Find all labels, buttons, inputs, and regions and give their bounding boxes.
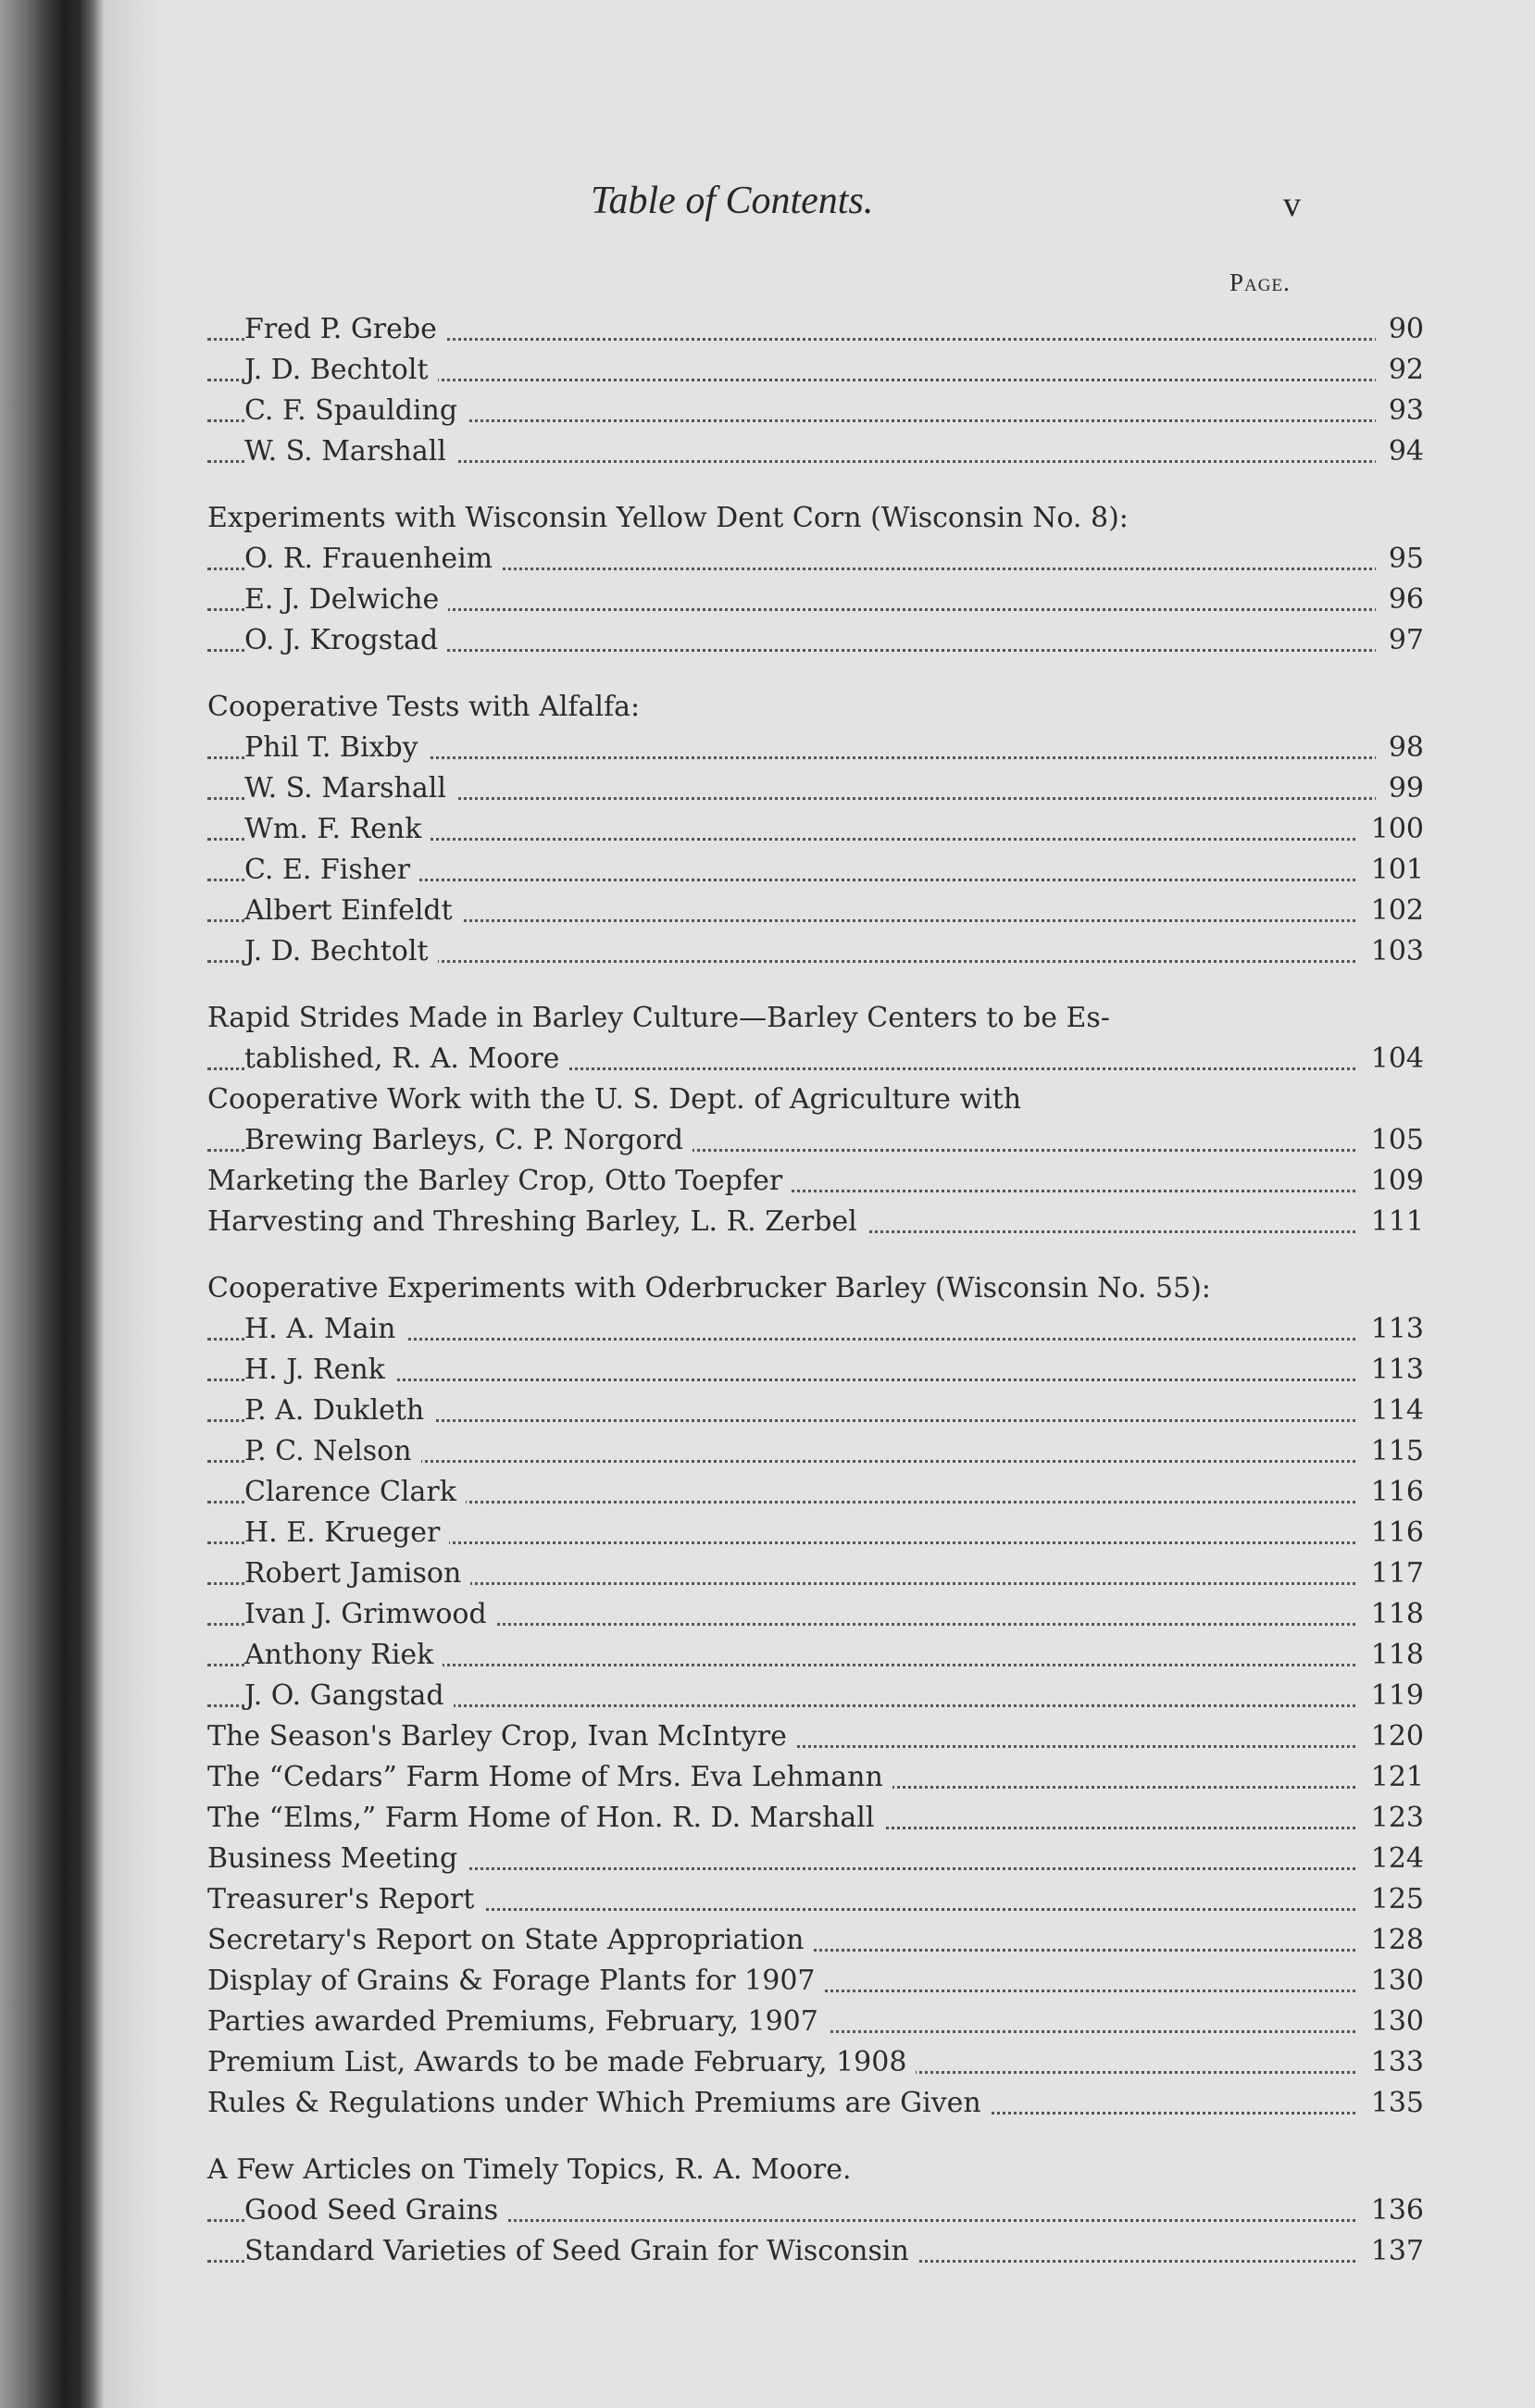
running-title: Table of Contents. — [591, 180, 874, 222]
toc-entry — [207, 2083, 1424, 2124]
page-header — [104, 171, 1535, 236]
toc-entry — [207, 1879, 1424, 1920]
toc-entry — [207, 1961, 1424, 2002]
toc-page-number: 137 — [1358, 2231, 1424, 2272]
toc-entry-title: Display of Grains & Forage Plants for 1907 — [207, 1961, 825, 2002]
toc-entry — [207, 309, 1424, 350]
toc-page-number: 118 — [1358, 1594, 1424, 1635]
toc-page-number: 116 — [1358, 1472, 1424, 1513]
toc-entry-title: Marketing the Barley Crop, Otto Toepfer — [207, 1161, 792, 1202]
toc-entry-title: E. J. Delwiche — [244, 580, 448, 620]
toc-entry — [207, 1202, 1424, 1242]
toc-entry-title: C. F. Spaulding — [244, 391, 467, 431]
toc-entry — [207, 1039, 1424, 1079]
toc-page-number: 130 — [1358, 2002, 1424, 2042]
toc-entry-title: Robert Jamison — [244, 1553, 470, 1594]
toc-entry — [207, 1309, 1424, 1350]
toc-entry — [207, 2002, 1424, 2042]
toc-page-number: 103 — [1358, 931, 1424, 972]
toc-entry-title: Ivan J. Grimwood — [244, 1594, 496, 1635]
book-page — [104, 0, 1535, 2408]
toc-page-number: 116 — [1358, 1513, 1424, 1553]
toc-page-number: 99 — [1376, 768, 1424, 809]
toc-page-number: 96 — [1376, 580, 1424, 620]
toc-entry — [207, 1472, 1424, 1513]
toc-entry — [207, 850, 1424, 891]
toc-entry-title: H. E. Krueger — [244, 1513, 449, 1553]
toc-entry — [207, 350, 1424, 391]
toc-section-heading — [207, 687, 1424, 728]
toc-page-number: 109 — [1358, 1161, 1424, 1202]
toc-entry-title: Business Meeting — [207, 1839, 467, 1879]
toc-entry — [207, 620, 1424, 661]
toc-entry-title: H. A. Main — [244, 1309, 406, 1350]
toc-entry — [207, 1431, 1424, 1472]
toc-entry — [207, 1920, 1424, 1961]
toc-entry — [207, 1716, 1424, 1757]
toc-entry — [207, 1553, 1424, 1594]
toc-page-number: 92 — [1376, 350, 1424, 391]
toc-page-number: 128 — [1358, 1920, 1424, 1961]
toc-page-number: 125 — [1358, 1879, 1424, 1920]
toc-entry-title: P. A. Dukleth — [244, 1391, 433, 1431]
toc-page-number: 98 — [1376, 728, 1424, 768]
toc-page-number: 124 — [1358, 1839, 1424, 1879]
toc-page-number: 94 — [1376, 431, 1424, 472]
toc-page-number: 130 — [1358, 1961, 1424, 2002]
toc-entry-title: J. D. Bechtolt — [244, 931, 438, 972]
toc-page-number: 100 — [1358, 809, 1424, 850]
toc-entry-title: Albert Einfeldt — [244, 891, 462, 931]
toc-entry — [207, 809, 1424, 850]
toc-section-heading — [207, 2150, 1424, 2190]
toc-page-number: 117 — [1358, 1553, 1424, 1594]
toc-entry — [207, 2042, 1424, 2083]
toc-entry — [207, 2231, 1424, 2272]
toc-entry-title: Harvesting and Threshing Barley, L. R. Zerbel — [207, 1202, 867, 1242]
toc-entry-title: W. S. Marshall — [244, 431, 456, 472]
toc-entry — [207, 1635, 1424, 1676]
toc-entry — [207, 1350, 1424, 1391]
toc-entry-title: H. J. Renk — [244, 1350, 394, 1391]
toc-entry — [207, 1391, 1424, 1431]
toc-entry — [207, 768, 1424, 809]
toc-entry-title: The “Cedars” Farm Home of Mrs. Eva Lehmann — [207, 1757, 892, 1798]
toc-entry-title: Parties awarded Premiums, February, 1907 — [207, 2002, 828, 2042]
toc-page-number: 105 — [1358, 1120, 1424, 1161]
toc-entry-title: O. J. Krogstad — [244, 620, 447, 661]
toc-entry-title: Brewing Barleys, C. P. Norgord — [244, 1120, 693, 1161]
toc-entry — [207, 1120, 1424, 1161]
toc-page-number: 114 — [1358, 1391, 1424, 1431]
toc-section-heading — [207, 1268, 1424, 1309]
toc-entry — [207, 1594, 1424, 1635]
toc-page-number: 120 — [1358, 1716, 1424, 1757]
page-column-label: Page. — [1229, 268, 1291, 296]
toc-entry-title: J. D. Bechtolt — [244, 350, 438, 391]
toc-entry-title: Standard Varieties of Seed Grain for Wisconsin — [244, 2231, 918, 2272]
toc-entry-title: Rules & Regulations under Which Premiums are Given — [207, 2083, 991, 2124]
toc-entry-title: tablished, R. A. Moore — [244, 1039, 568, 1079]
toc-page-number: 123 — [1358, 1798, 1424, 1839]
toc-entry-title: The “Elms,” Farm Home of Hon. R. D. Marshall — [207, 1798, 883, 1839]
toc-page-number: 95 — [1376, 539, 1424, 580]
toc-entry-title: P. C. Nelson — [244, 1431, 421, 1472]
toc-page-number: 115 — [1358, 1431, 1424, 1472]
toc-entry-title: J. O. Gangstad — [244, 1676, 454, 1716]
toc-entry-title: Clarence Clark — [244, 1472, 466, 1513]
toc-entry-title: W. S. Marshall — [244, 768, 456, 809]
toc-entry-title: Cooperative Tests with Alfalfa: — [207, 687, 640, 728]
toc-entry — [207, 1161, 1424, 1202]
page-folio: v — [1283, 185, 1301, 224]
toc-page-number: 90 — [1376, 309, 1424, 350]
toc-section-heading — [207, 498, 1424, 539]
toc-entry — [207, 2190, 1424, 2231]
toc-page-number: 111 — [1358, 1202, 1424, 1242]
toc-entry — [207, 1839, 1424, 1879]
toc-entry — [207, 391, 1424, 431]
toc-page-number: 136 — [1358, 2190, 1424, 2231]
toc-entry-title: The Season's Barley Crop, Ivan McIntyre — [207, 1716, 796, 1757]
toc-entry — [207, 1676, 1424, 1716]
toc-entry-title: C. E. Fisher — [244, 850, 419, 891]
toc-entry-title: Secretary's Report on State Appropriation — [207, 1920, 813, 1961]
toc-entry-title: A Few Articles on Timely Topics, R. A. Moore. — [207, 2150, 852, 2190]
book-spine-shadow — [0, 0, 104, 2408]
toc-entry — [207, 931, 1424, 972]
toc-page-number: 113 — [1358, 1350, 1424, 1391]
toc-entry-title: Fred P. Grebe — [244, 309, 446, 350]
toc-entry — [207, 539, 1424, 580]
toc-entry-title: Cooperative Work with the U. S. Dept. of Agriculture with — [207, 1079, 1021, 1120]
table-of-contents — [207, 309, 1424, 2272]
toc-section-heading — [207, 998, 1424, 1039]
toc-page-number: 121 — [1358, 1757, 1424, 1798]
toc-entry — [207, 431, 1424, 472]
toc-entry — [207, 728, 1424, 768]
toc-entry-title: Cooperative Experiments with Oderbrucker Barley (Wisconsin No. 55): — [207, 1268, 1211, 1309]
toc-page-number: 97 — [1376, 620, 1424, 661]
toc-section-heading — [207, 1079, 1424, 1120]
toc-entry-title: Treasurer's Report — [207, 1879, 483, 1920]
toc-entry-title: Premium List, Awards to be made February, 1908 — [207, 2042, 916, 2083]
toc-page-number: 118 — [1358, 1635, 1424, 1676]
toc-page-number: 119 — [1358, 1676, 1424, 1716]
toc-page-number: 102 — [1358, 891, 1424, 931]
toc-entry — [207, 1798, 1424, 1839]
toc-page-number: 113 — [1358, 1309, 1424, 1350]
toc-entry-title: Rapid Strides Made in Barley Culture—Barley Centers to be Es- — [207, 998, 1110, 1039]
toc-entry — [207, 1513, 1424, 1553]
toc-entry-title: O. R. Frauenheim — [244, 539, 502, 580]
toc-entry-title: Experiments with Wisconsin Yellow Dent Corn (Wisconsin No. 8): — [207, 498, 1129, 539]
toc-entry — [207, 891, 1424, 931]
toc-page-number: 133 — [1358, 2042, 1424, 2083]
toc-page-number: 135 — [1358, 2083, 1424, 2124]
toc-page-number: 101 — [1358, 850, 1424, 891]
toc-page-number: 93 — [1376, 391, 1424, 431]
toc-entry — [207, 1757, 1424, 1798]
toc-entry — [207, 580, 1424, 620]
toc-entry-title: Phil T. Bixby — [244, 728, 428, 768]
toc-page-number: 104 — [1358, 1039, 1424, 1079]
toc-entry-title: Anthony Riek — [244, 1635, 443, 1676]
toc-entry-title: Wm. F. Renk — [244, 809, 431, 850]
toc-entry-title: Good Seed Grains — [244, 2190, 507, 2231]
